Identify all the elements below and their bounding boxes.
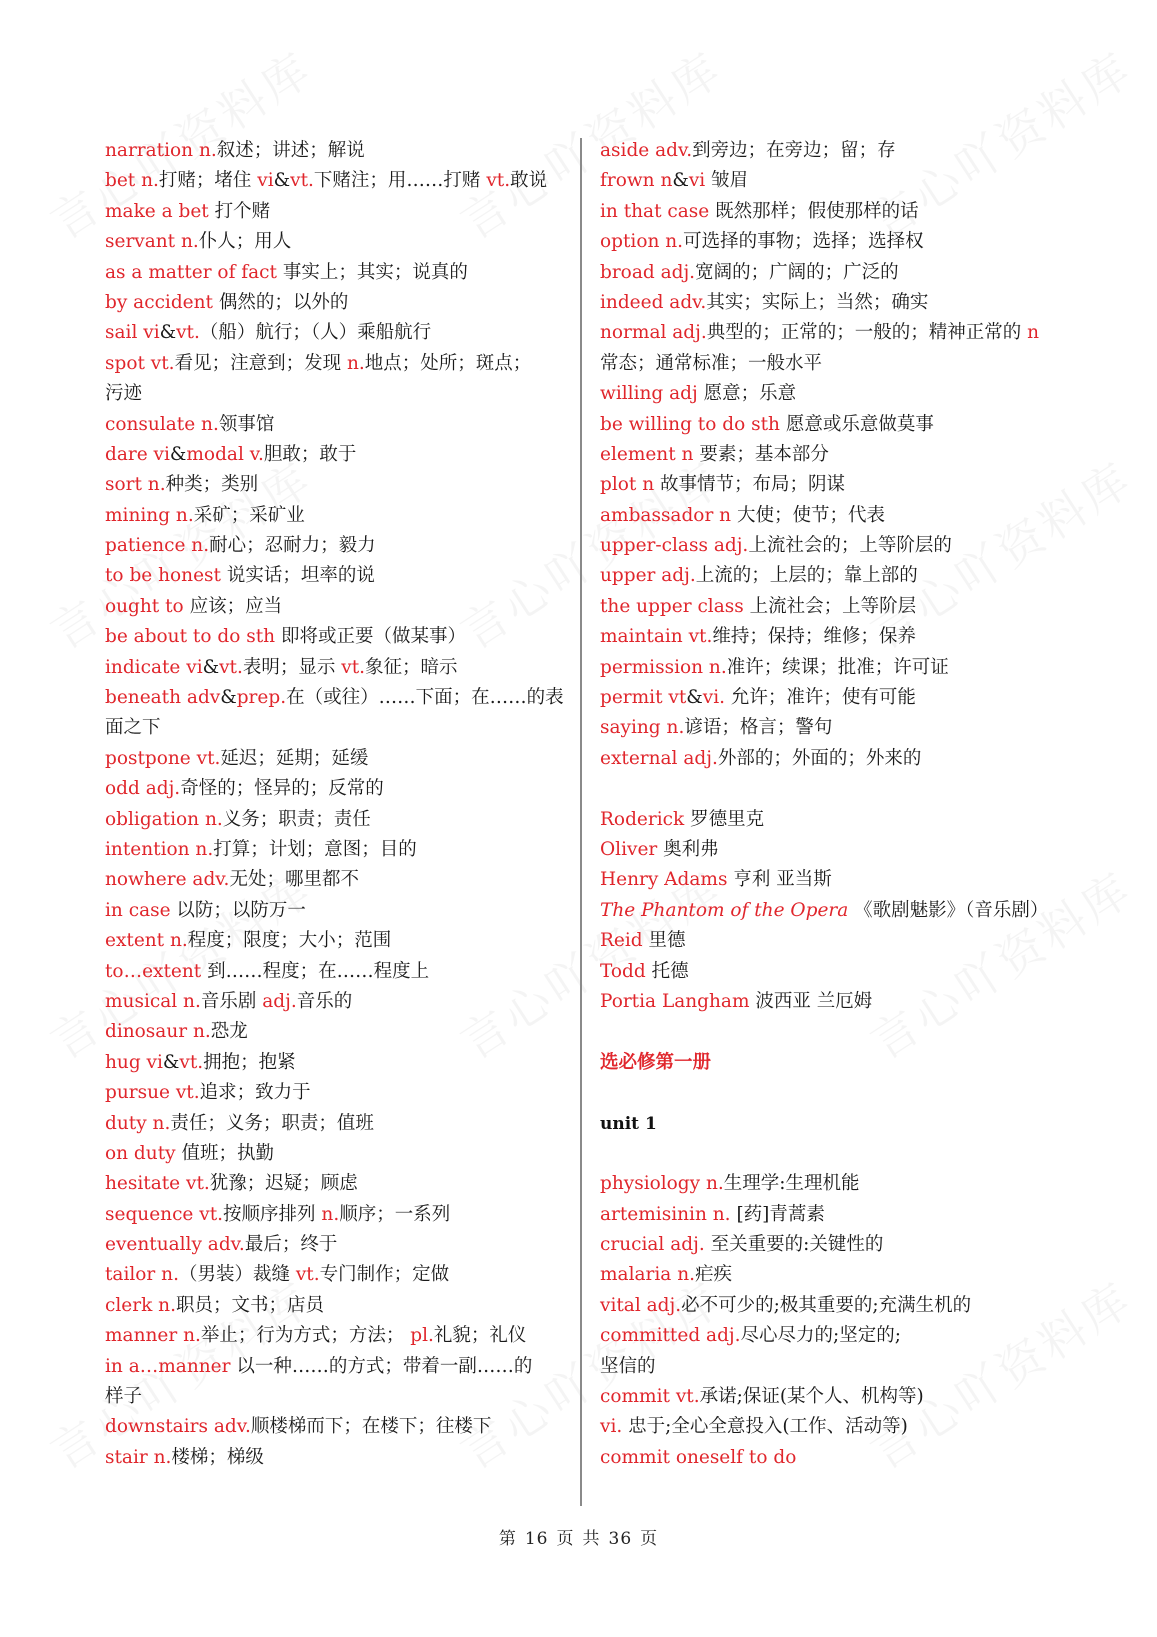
definition-text: 疟疾: [694, 1264, 732, 1286]
definition-text: 忠于;全心全意投入(工作、活动等): [622, 1416, 908, 1438]
term-text: patience n.: [105, 535, 210, 557]
term-text: vital adj.: [600, 1294, 682, 1316]
right-vocab-entry: [600, 592, 1070, 622]
term-text: manner n.: [105, 1325, 201, 1347]
left-vocab-entry: [105, 258, 565, 288]
definition-text: 奥利弗: [657, 838, 719, 860]
left-vocab-entry: [105, 288, 565, 318]
footer-total-unit: 页: [640, 1529, 659, 1549]
right-vocab-entry: [600, 349, 1070, 379]
term-text: tailor n.: [105, 1264, 179, 1286]
left-vocab-entry: [105, 987, 565, 1017]
definition-text: 音乐剧: [200, 990, 263, 1012]
definition-text: 尽心尽力的;坚定的;: [740, 1325, 901, 1347]
term-text: frown n: [600, 170, 673, 192]
term-text: in case: [105, 899, 171, 921]
definition-text: 必不可少的;极其重要的;充满生机的: [681, 1294, 972, 1316]
right-vocab-entry: [600, 379, 1070, 409]
definition-text: 种类；类别: [165, 474, 259, 496]
left-vocab-entry: [105, 896, 565, 926]
left-vocab-entry: [105, 622, 565, 652]
left-vocab-entry: [105, 1412, 565, 1442]
definition-text: 叙述；讲述；解说: [216, 140, 365, 161]
term-text: n.: [321, 1203, 340, 1225]
definition-text: 《歌剧魅影》（音乐剧）: [848, 899, 1049, 921]
definition-text: 专门制作；定做: [319, 1264, 450, 1286]
left-vocab-entry: [105, 501, 565, 531]
left-vocab-entry: [105, 1139, 565, 1169]
footer-page-label: 第: [498, 1529, 517, 1549]
left-vocab-entry: [105, 1169, 565, 1199]
column-divider: [580, 138, 582, 1506]
definition-text: 地点；处所；斑点；: [364, 352, 532, 374]
right-vocab-entry: [600, 926, 1070, 956]
right-vocab-entry: [600, 531, 1070, 561]
term-text: indicate vi: [105, 656, 203, 678]
right-vocab-entry: [600, 1200, 1070, 1230]
definition-text: 无处；哪里都不: [229, 869, 359, 891]
term-text: option n.: [600, 231, 684, 253]
right-vocab-entry: [600, 1412, 1070, 1442]
definition-text: 以防；以防万一: [170, 899, 306, 921]
left-vocab-entry: [105, 653, 565, 683]
left-vocab-entry: [105, 1200, 565, 1230]
term-text: prep.: [236, 687, 287, 709]
term-text: sort n.: [105, 474, 166, 496]
left-vocab-entry: [105, 1291, 565, 1321]
left-vocab-entry: [105, 1321, 565, 1351]
term-text: odd adj.: [105, 778, 181, 800]
footer-page-number: 16: [524, 1529, 549, 1549]
left-vocab-entry: [105, 805, 565, 835]
definition-text: 至关重要的:关键性的: [704, 1234, 884, 1256]
term-text: hug vi: [105, 1051, 163, 1073]
right-vocab-entry: [600, 744, 1070, 774]
term-text: consulate n.: [105, 413, 219, 435]
term-text: commit oneself to do: [600, 1446, 797, 1468]
term-text: crucial adj.: [600, 1234, 705, 1256]
term-text: maintain vt.: [600, 626, 713, 648]
term-text: on duty: [105, 1142, 176, 1164]
term-text: musical n.: [105, 990, 201, 1012]
term-text: vt.: [290, 170, 314, 192]
term-text: pursue vt.: [105, 1082, 200, 1104]
definition-text: 打算；计划；意图；目的: [213, 838, 417, 860]
right-vocab-entry: [600, 1321, 1070, 1351]
definition-text: 常态；通常标准；一般水平: [600, 352, 823, 374]
left-vocab-entry: [105, 683, 565, 713]
definition-text: 顺序；一系列: [339, 1203, 451, 1225]
term-text: vt.: [176, 322, 200, 344]
definition-text: 以一种……的方式；带着一副……的: [230, 1355, 533, 1377]
definition-text: 恐龙: [210, 1021, 248, 1043]
definition-text: 准许；续课；批准；许可证: [726, 656, 949, 678]
definition-text: &: [686, 687, 703, 709]
term-text: Portia Langham: [600, 990, 750, 1012]
definition-text: 在（或往）……下面；在……的表: [286, 687, 564, 709]
definition-text: 愿意；乐意: [697, 383, 797, 405]
definition-text: 生理学:生理机能: [723, 1173, 860, 1195]
footer-total-number: 36: [608, 1529, 633, 1549]
definition-text: 里德: [642, 930, 686, 952]
right-vocab-entry: [600, 258, 1070, 288]
right-vocab-entry: [600, 197, 1070, 227]
definition-text: 上流的；上层的；靠上部的: [695, 565, 918, 587]
term-text: n.: [346, 352, 365, 374]
left-vocab-entry: [105, 1260, 565, 1290]
term-text: obligation n.: [105, 808, 223, 830]
term-text: be about to do sth: [105, 626, 276, 648]
definition-text: 事实上；其实；说真的: [276, 261, 468, 283]
definition-text: 其实；实际上；当然；确实: [706, 291, 929, 313]
definition-text: 耐心；忍耐力；毅力: [209, 535, 376, 557]
term-text: aside adv.: [600, 140, 693, 161]
definition-text: 既然那样；假使那样的话: [709, 200, 919, 222]
term-text: be willing to do sth: [600, 413, 780, 435]
term-text: to be honest: [105, 565, 221, 587]
definition-text: &: [162, 1051, 180, 1073]
definition-text: 顺楼梯而下；在楼下；往楼下: [250, 1416, 492, 1438]
term-text: malaria n.: [600, 1264, 695, 1286]
right-vocab-entry: [600, 470, 1070, 500]
definition-text: 谚语；格言；警句: [684, 717, 833, 739]
right-vocab-entry: [600, 1352, 1070, 1382]
definition-text: （男装）裁缝: [178, 1264, 296, 1286]
definition-text: 说实话；坦率的说: [220, 565, 375, 587]
term-text: external adj.: [600, 747, 718, 769]
definition-text: 追求；致力于: [199, 1082, 311, 1104]
term-text: physiology n.: [600, 1173, 724, 1195]
term-text: vt.: [179, 1051, 204, 1073]
term-text: stair n.: [105, 1446, 172, 1468]
left-vocab-entry: [105, 865, 565, 895]
definition-text: 敢说: [510, 170, 548, 192]
left-vocab-entry: [105, 957, 565, 987]
term-text: modal v.: [186, 443, 264, 465]
term-text: servant n.: [105, 231, 199, 253]
definition-text: 拥抱；抱紧: [203, 1051, 296, 1073]
term-text: postpone vt.: [105, 747, 221, 769]
definition-text: （船）航行；（人）乘船航行: [199, 322, 432, 344]
term-text: vt.: [295, 1264, 320, 1286]
definition-text: 托德: [645, 960, 689, 982]
right-vocab-entry: [600, 227, 1070, 257]
right-vocab-entry: [600, 1291, 1070, 1321]
definition-text: 表明；显示: [242, 656, 342, 678]
left-vocab-entry: [105, 318, 565, 348]
definition-text: 义务；职责；责任: [222, 808, 371, 830]
definition-text: 打赌；堵住: [158, 170, 258, 192]
term-text: bet n.: [105, 170, 159, 192]
left-vocab-entry: [105, 1078, 565, 1108]
blank-spacer: [600, 1139, 1070, 1169]
left-vocab-entry: [105, 1048, 565, 1078]
definition-text: 责任；义务；职责；值班: [170, 1112, 374, 1134]
definition-text: 按顺序排列: [223, 1203, 322, 1225]
definition-text: 故事情节；布局；阴谋: [654, 474, 846, 496]
definition-text: 愿意或乐意做莫事: [779, 413, 934, 435]
definition-text: 值班；执勤: [175, 1142, 274, 1164]
term-text: upper-class adj.: [600, 535, 749, 557]
term-text: Henry Adams: [600, 869, 728, 891]
right-vocab-entry: [600, 410, 1070, 440]
left-vocab-entry: [105, 561, 565, 591]
section-title: 选必修第一册: [600, 1051, 712, 1073]
term-text: plot n: [600, 474, 655, 496]
definition-text: 下赌注；用……打赌: [313, 170, 487, 192]
term-text: sequence vt.: [105, 1203, 224, 1225]
right-vocab-entry: [600, 957, 1070, 987]
left-vocab-entry: [105, 1382, 565, 1412]
left-vocab-entry: [105, 1109, 565, 1139]
term-text: Roderick: [600, 808, 685, 830]
right-vocab-entry: [600, 288, 1070, 318]
right-vocab-entry: [600, 1260, 1070, 1290]
term-text: adj.: [262, 990, 297, 1012]
right-vocab-entry: [600, 683, 1070, 713]
term-text: narration n.: [105, 140, 217, 161]
term-text: ambassador n: [600, 504, 732, 526]
definition-text: 污迹: [105, 383, 143, 405]
term-text: vi.: [702, 687, 726, 709]
term-text: saying n.: [600, 717, 685, 739]
right-vocab-entry: [600, 1382, 1070, 1412]
term-text: eventually adv.: [105, 1234, 245, 1256]
definition-text: 仆人；用人: [198, 231, 292, 253]
definition-text: 要素；基本部分: [693, 443, 829, 465]
term-text: downstairs adv.: [105, 1416, 251, 1438]
left-vocab-entry: [105, 744, 565, 774]
term-text: ought to: [105, 595, 184, 617]
definition-text: 上流社会的；上等阶层的: [748, 535, 952, 557]
term-text: mining n.: [105, 504, 194, 526]
term-text: in a…manner: [105, 1355, 231, 1377]
left-vocab-entry: [105, 166, 565, 196]
right-vocab-entry: [600, 805, 1070, 835]
definition-text: 偶然的；以外的: [212, 291, 349, 313]
left-vocab-entry: [105, 410, 565, 440]
left-vocab-entry: [105, 227, 565, 257]
left-vocab-entry: [105, 531, 565, 561]
definition-text: 波西亚 兰厄姆: [749, 990, 873, 1012]
definition-text: 打个赌: [208, 200, 271, 222]
right-vocab-entry: [600, 835, 1070, 865]
left-vocab-entry: [105, 136, 565, 166]
footer-page-unit: 页: [556, 1529, 575, 1549]
term-text: clerk n.: [105, 1294, 176, 1316]
definition-text: 面之下: [105, 717, 161, 739]
definition-text: 大使；使节；代表: [731, 504, 885, 526]
definition-text: 罗德里克: [684, 808, 765, 830]
right-vocab-entry: [600, 1169, 1070, 1199]
definition-text: 音乐的: [296, 990, 353, 1012]
left-vocab-entry: [105, 349, 565, 379]
term-text: permit vt: [600, 687, 687, 709]
right-column: [600, 136, 1070, 1473]
definition-text: &: [220, 687, 237, 709]
term-text: nowhere adv.: [105, 869, 230, 891]
term-text: willing adj: [600, 383, 698, 405]
definition-text: 领事馆: [218, 413, 275, 435]
term-text: Reid: [600, 930, 643, 952]
definition-text: 到……程度；在……程度上: [201, 960, 430, 982]
term-text: pl.: [410, 1325, 434, 1347]
right-vocab-entry: [600, 622, 1070, 652]
right-vocab-entry: [600, 713, 1070, 743]
left-vocab-entry: [105, 379, 565, 409]
term-text: extent n.: [105, 930, 188, 952]
definition-text: 维持；保持；维修；保养: [712, 626, 916, 648]
term-text: element n: [600, 443, 694, 465]
definition-text: 样子: [105, 1386, 143, 1408]
term-text: intention n.: [105, 838, 214, 860]
term-text: spot vt.: [105, 352, 175, 374]
term-text: vt.: [341, 656, 366, 678]
term-text: duty n.: [105, 1112, 171, 1134]
definition-text: 程度；限度；大小；范围: [187, 930, 392, 952]
definition-text: &: [169, 443, 187, 465]
right-vocab-entry: [600, 1443, 1070, 1473]
definition-text: 即将或正要（做某事）: [275, 626, 466, 648]
term-text: indeed adv.: [600, 291, 707, 313]
blank-spacer: [600, 774, 1070, 804]
definition-text: 延迟；延期；延缓: [220, 747, 369, 769]
term-text: normal adj.: [600, 322, 707, 344]
term-text: commit vt.: [600, 1386, 700, 1408]
definition-text: 奇怪的；怪异的；反常的: [180, 778, 384, 800]
term-text: by accident: [105, 291, 213, 313]
definition-text: 象征；暗示: [365, 656, 458, 678]
definition-text: &: [273, 170, 291, 192]
left-column: [105, 136, 565, 1473]
left-vocab-entry: [105, 835, 565, 865]
left-vocab-entry: [105, 774, 565, 804]
definition-text: 到旁边；在旁边；留；存: [692, 140, 896, 161]
term-text: in that case: [600, 200, 710, 222]
left-vocab-entry: [105, 197, 565, 227]
left-vocab-entry: [105, 470, 565, 500]
definition-text: &: [159, 322, 177, 344]
left-vocab-entry: [105, 440, 565, 470]
term-text: permission n.: [600, 656, 727, 678]
definition-text: 亨利 亚当斯: [727, 869, 832, 891]
term-text: vi: [257, 170, 274, 192]
term-text: vi.: [600, 1416, 623, 1438]
term-text: artemisinin n.: [600, 1203, 731, 1225]
definition-text: 举止；行为方式；方法；: [200, 1325, 411, 1347]
definition-text: 外部的；外面的；外来的: [717, 747, 922, 769]
unit-title: unit 1: [600, 1113, 657, 1134]
left-vocab-entry: [105, 1352, 565, 1382]
left-vocab-entry: [105, 1017, 565, 1047]
term-text: sail vi: [105, 322, 160, 344]
definition-text: &: [202, 656, 220, 678]
definition-text: 皱眉: [705, 170, 749, 192]
definition-text: 楼梯；梯级: [171, 1446, 264, 1468]
left-vocab-entry: [105, 1443, 565, 1473]
term-text: as a matter of fact: [105, 261, 277, 283]
left-vocab-entry: [105, 926, 565, 956]
right-vocab-entry: [600, 561, 1070, 591]
term-text: dinosaur n.: [105, 1021, 211, 1043]
term-text: to…extent: [105, 960, 202, 982]
definition-text: 坚信的: [600, 1355, 656, 1377]
term-text: hesitate vt.: [105, 1173, 210, 1195]
term-text: the upper class: [600, 595, 744, 617]
term-text: vt.: [219, 656, 243, 678]
right-vocab-entry: [600, 318, 1070, 348]
blank-spacer: [600, 1078, 1070, 1108]
blank-spacer: [600, 1017, 1070, 1047]
definition-text: 看见；注意到；发现: [174, 352, 347, 374]
right-vocab-entry: [600, 166, 1070, 196]
right-vocab-entry: [600, 501, 1070, 531]
term-text: upper adj.: [600, 565, 696, 587]
definition-text: 上流社会；上等阶层: [743, 595, 917, 617]
definition-text: &: [672, 170, 689, 192]
definition-text: 最后；终于: [244, 1234, 338, 1256]
term-text: dare vi: [105, 443, 170, 465]
term-text: Todd: [600, 960, 646, 982]
left-vocab-entry: [105, 592, 565, 622]
term-text: Oliver: [600, 838, 658, 860]
term-text: The Phantom of the Opera: [600, 899, 849, 921]
definition-text: 职员；文书；店员: [175, 1294, 324, 1316]
definition-text: 承诺;保证(某个人、机构等): [699, 1386, 924, 1408]
definition-text: 礼貌；礼仪: [433, 1325, 527, 1347]
definition-text: [药]青蒿素: [730, 1203, 825, 1225]
page-footer: [0, 1524, 1157, 1549]
left-vocab-entry: [105, 713, 565, 743]
footer-total-label: 共: [582, 1529, 601, 1549]
right-vocab-entry: [600, 987, 1070, 1017]
definition-text: 可选择的事物；选择；选择权: [683, 231, 924, 253]
term-text: vi: [688, 170, 706, 192]
definition-text: 宽阔的；广阔的；广泛的: [695, 261, 899, 283]
left-vocab-entry: [105, 1230, 565, 1260]
definition-text: 应该；应当: [183, 595, 283, 617]
right-vocab-entry: [600, 865, 1070, 895]
right-vocab-entry: [600, 136, 1070, 166]
definition-text: 犹豫；迟疑；顾虑: [209, 1173, 358, 1195]
term-text: n: [1027, 322, 1040, 344]
term-text: broad adj.: [600, 261, 696, 283]
right-vocab-entry: [600, 653, 1070, 683]
term-text: vt.: [486, 170, 511, 192]
term-text: make a bet: [105, 200, 209, 222]
right-vocab-entry: [600, 896, 1070, 926]
right-vocab-entry: [600, 1230, 1070, 1260]
definition-text: 典型的；正常的；一般的；精神正常的: [706, 322, 1028, 344]
term-text: beneath adv: [105, 687, 221, 709]
term-text: committed adj.: [600, 1325, 741, 1347]
definition-text: 允许；准许；使有可能: [725, 687, 916, 709]
right-vocab-entry: [600, 440, 1070, 470]
definition-text: 胆敢；敢于: [263, 443, 357, 465]
definition-text: 采矿；采矿业: [193, 504, 305, 526]
